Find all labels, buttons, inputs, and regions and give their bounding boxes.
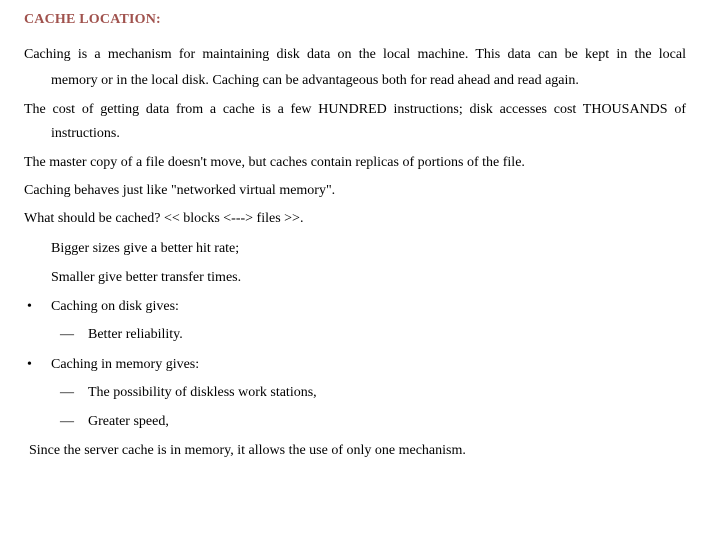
bullet-text: Caching in memory gives: <box>51 357 200 372</box>
paragraph-master-copy: The master copy of a file doesn't move, but caches contain replicas of portions of the file. <box>24 155 525 170</box>
sub-item-text: Greater speed, <box>88 414 169 429</box>
paragraph-what-cached: What should be cached? << blocks <---> files >>. <box>24 211 304 226</box>
dash-marker: — <box>60 385 74 400</box>
bullet-marker: • <box>27 357 32 372</box>
paragraph-caching-line1: Caching is a mechanism for maintaining disk data on the local machine. This data can be kept in the local <box>24 47 686 62</box>
paragraph-caching-line2: memory or in the local disk. Caching can be advantageous both for read ahead and read again. <box>51 73 579 88</box>
paragraph-cost-line2: instructions. <box>51 126 120 141</box>
sub-item-text: The possibility of diskless work stations, <box>88 385 317 400</box>
indented-bigger-sizes: Bigger sizes give a better hit rate; <box>51 241 240 256</box>
dash-marker: — <box>60 327 74 342</box>
section-title: CACHE LOCATION: <box>24 12 161 27</box>
dash-marker: — <box>60 414 74 429</box>
paragraph-cost-line1: The cost of getting data from a cache is a few HUNDRED instructions; disk accesses cost THOUSANDS of <box>24 102 686 117</box>
bullet-marker: • <box>27 299 32 314</box>
indented-smaller-sizes: Smaller give better transfer times. <box>51 270 242 285</box>
bullet-text: Caching on disk gives: <box>51 299 179 314</box>
paragraph-virtual-memory: Caching behaves just like "networked virtual memory". <box>24 183 336 198</box>
paragraph-closing: Since the server cache is in memory, it allows the use of only one mechanism. <box>29 443 466 458</box>
sub-item-text: Better reliability. <box>88 327 183 342</box>
